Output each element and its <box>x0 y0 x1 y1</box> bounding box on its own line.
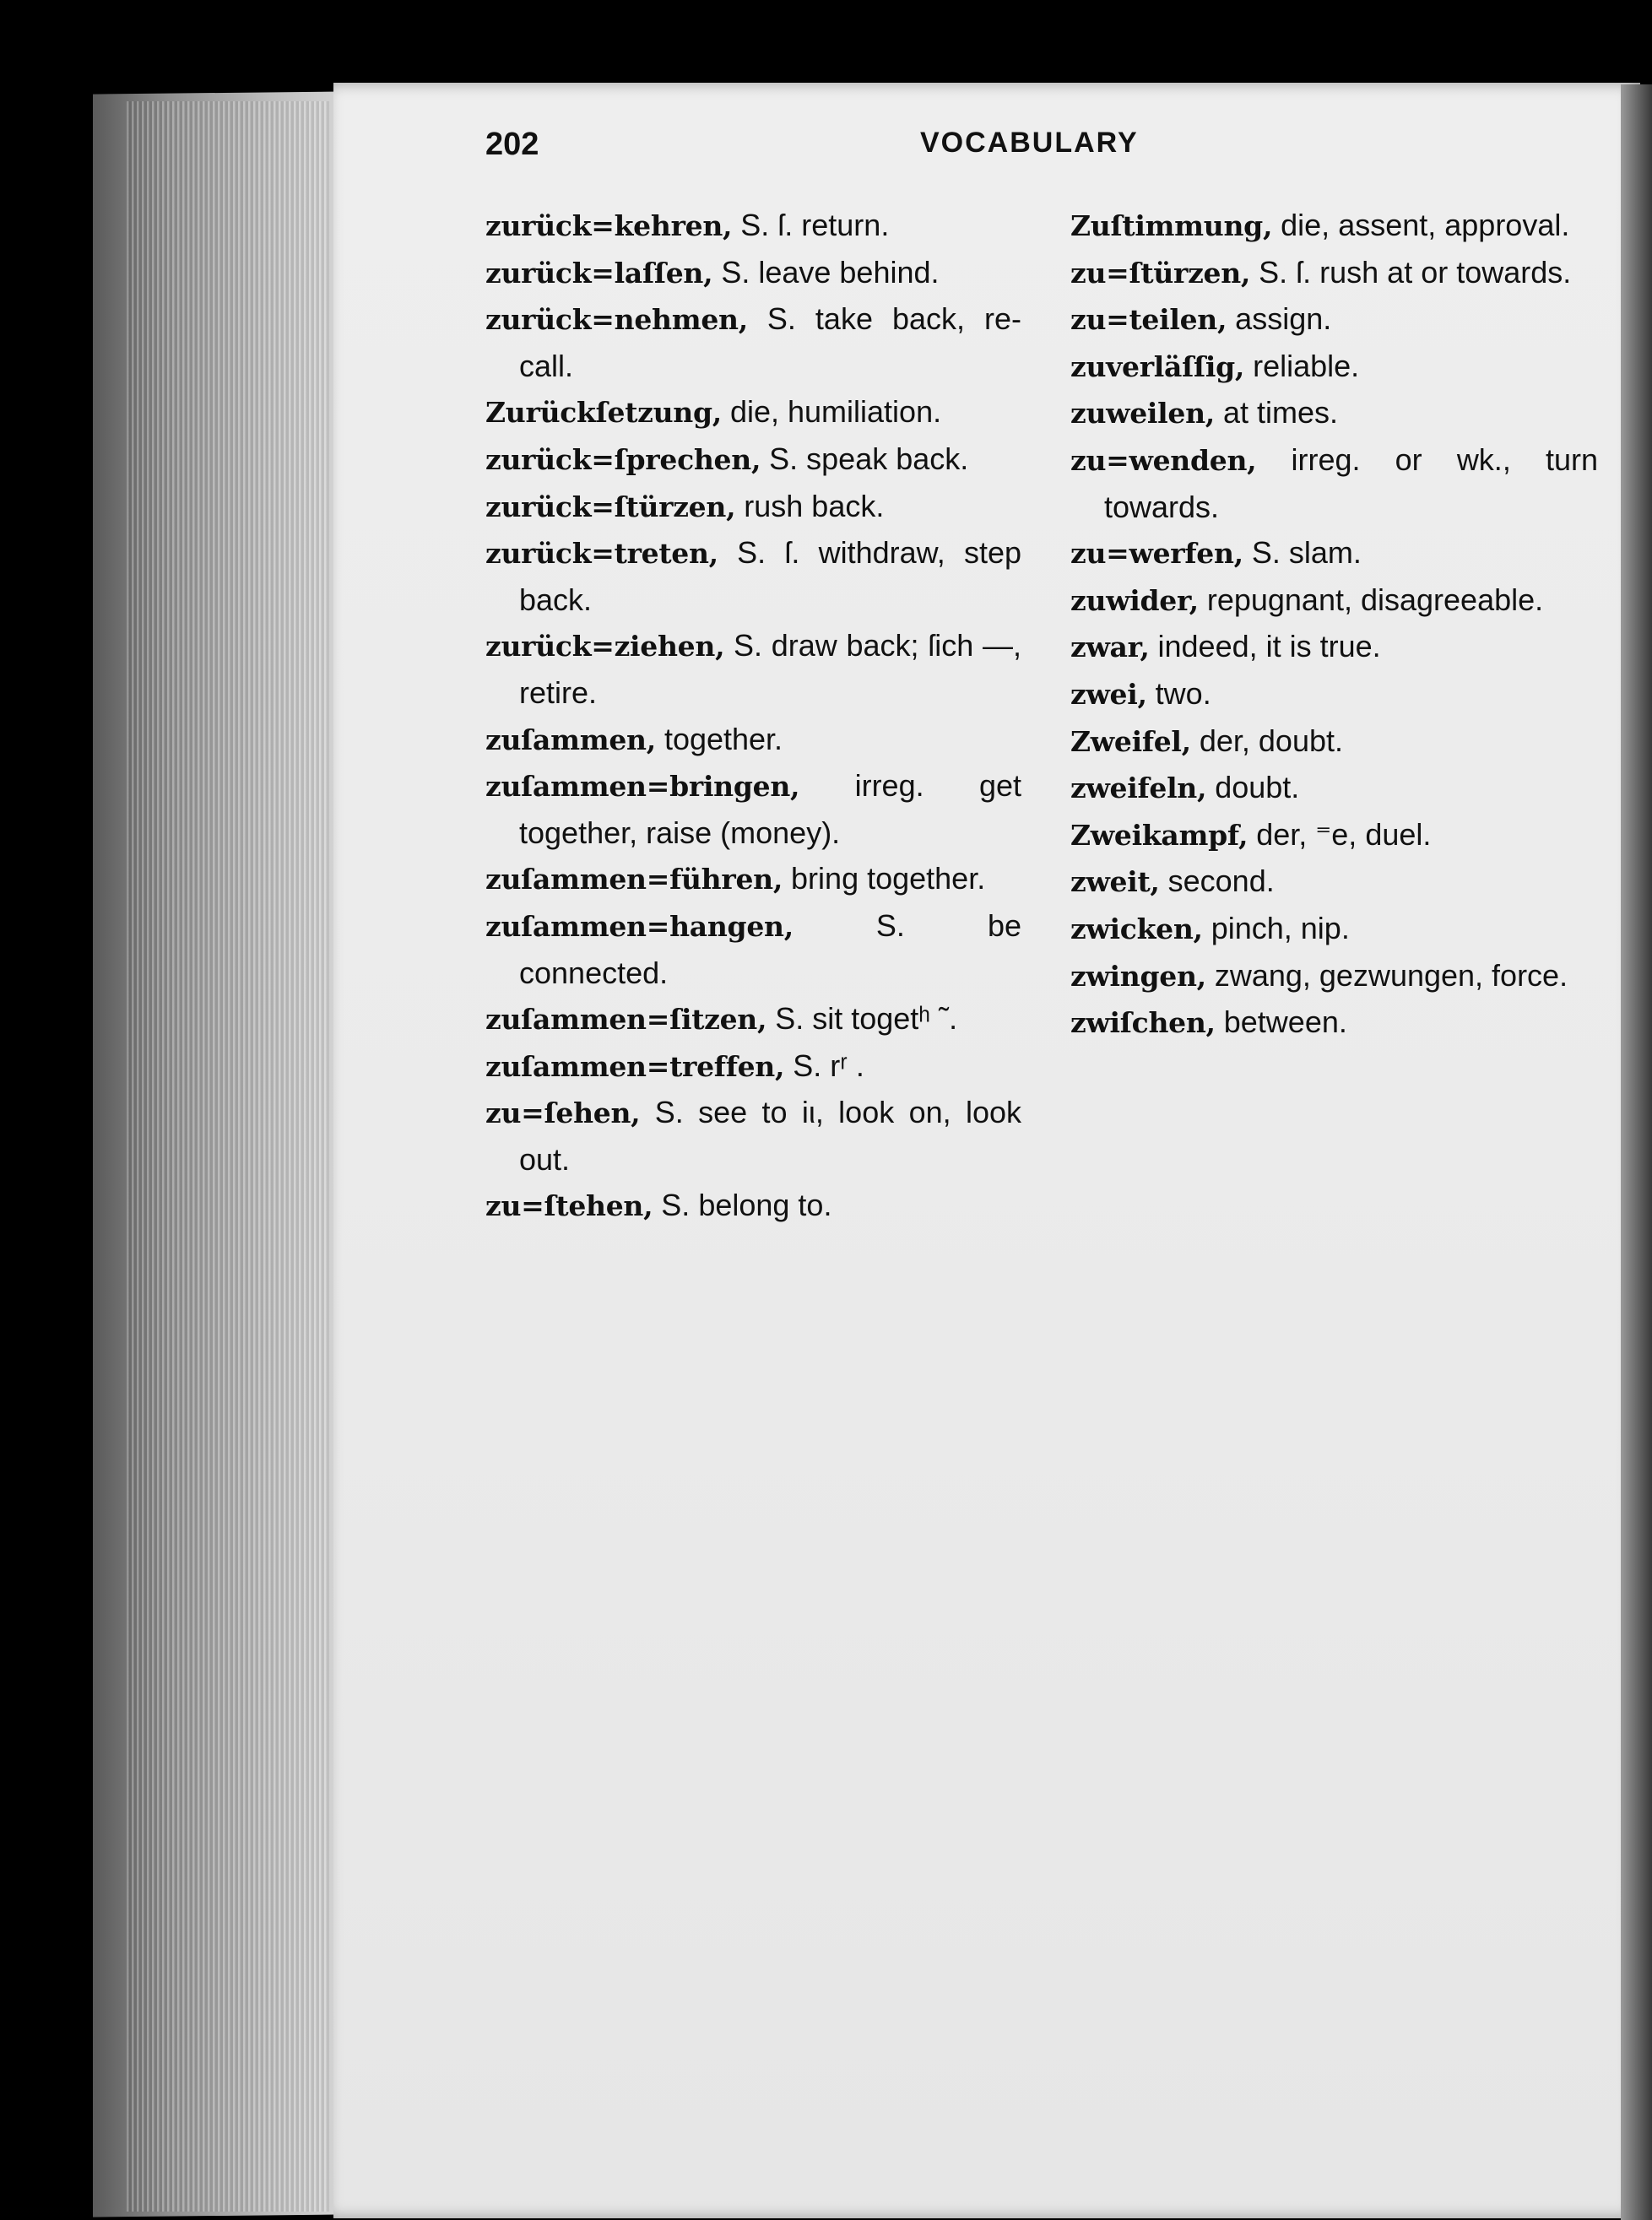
entry-headword: Zweikampf, <box>1070 818 1248 852</box>
entry-definition: bring together. <box>783 861 986 896</box>
entry-definition: assign. <box>1227 301 1332 337</box>
entry-definition: at times. <box>1215 395 1339 430</box>
entry-definition: die, humiliation. <box>721 394 942 430</box>
entry-definition: between. <box>1215 1004 1347 1040</box>
entry-headword: zuverläſſig, <box>1070 349 1245 383</box>
entry-headword: zuſammen, <box>485 723 656 756</box>
vocab-entry <box>485 484 1021 531</box>
entry-headword: zweit, <box>1070 865 1160 899</box>
entry-headword: zuwider, <box>1070 583 1199 617</box>
entry-definition: S. leave behind. <box>712 254 940 290</box>
entry-headword: zuweilen, <box>1070 397 1215 430</box>
vocab-entry <box>485 1043 1021 1091</box>
entry-headword: zu=werfen, <box>1070 537 1243 571</box>
vocab-entry <box>1070 437 1598 530</box>
entry-headword: Zweifel, <box>1070 724 1191 758</box>
vocab-entry <box>485 717 1021 764</box>
entry-headword: zwingen, <box>1070 959 1206 993</box>
entry-headword: zuſammen=ſitzen, <box>485 1003 767 1037</box>
entry-definition: S. see to iι, look on, look out. <box>519 1095 1021 1177</box>
entry-headword: zwar, <box>1070 631 1150 664</box>
vocab-entry <box>485 623 1021 716</box>
entry-definition: die, assent, approval. <box>1272 208 1570 242</box>
entry-definition: second. <box>1159 864 1275 899</box>
vocab-entry <box>1070 718 1598 766</box>
entry-definition: doubt. <box>1206 770 1300 805</box>
entry-definition: rush back. <box>735 488 885 523</box>
entry-definition: S. rʳ . <box>784 1048 864 1083</box>
vocab-entry <box>1070 344 1598 391</box>
entry-headword: zwiſchen, <box>1070 1006 1216 1040</box>
vocab-entry <box>485 996 1021 1043</box>
entry-headword: zu=teilen, <box>1070 303 1227 337</box>
vocab-entry <box>1070 250 1598 297</box>
running-head: VOCABULARY <box>920 127 1139 159</box>
entry-definition: der, doubt. <box>1190 723 1343 758</box>
vocab-entry <box>1070 624 1598 671</box>
entry-definition: S. speak back. <box>761 441 969 476</box>
vocab-entry <box>1070 858 1598 906</box>
entry-headword: zu=ſehen, <box>485 1096 641 1130</box>
entry-headword: zurück=ſtürzen, <box>485 490 736 523</box>
entry-definition: S. ſ. rush at or towards. <box>1250 254 1572 290</box>
entry-definition: together. <box>655 721 783 756</box>
entry-definition: two. <box>1146 675 1211 711</box>
entry-definition: S. belong to. <box>653 1188 832 1223</box>
vocab-entry <box>485 856 1021 903</box>
entry-definition: der, ⁼e, duel. <box>1248 816 1432 852</box>
entry-definition: zwang, gezwungen, force. <box>1205 957 1568 993</box>
page-number: 202 <box>485 127 539 162</box>
vocab-entry <box>485 296 1021 389</box>
entry-definition: S. slam. <box>1243 535 1362 571</box>
entry-headword: Zurückſetzung, <box>485 396 722 430</box>
vocab-entry <box>1070 671 1598 718</box>
entry-headword: zurück=laſſen, <box>485 256 713 290</box>
vocab-entry <box>485 389 1021 436</box>
entry-headword: zwei, <box>1070 677 1147 711</box>
vocab-entry <box>1070 906 1598 953</box>
entry-headword: zu=ſtürzen, <box>1070 256 1251 290</box>
vocab-entry <box>485 203 1021 250</box>
vocab-entry <box>1070 812 1598 859</box>
entry-definition: irreg. or wk., turn towards. <box>1104 441 1598 524</box>
page-header <box>485 127 1591 169</box>
page-edge-shadow <box>1621 84 1652 2220</box>
entry-headword: zuſammen=führen, <box>485 863 783 896</box>
vocab-entry <box>485 250 1021 297</box>
vocab-entry <box>1070 203 1598 250</box>
entry-headword: zwicken, <box>1070 912 1203 945</box>
vocab-entry <box>1070 390 1598 437</box>
left-column <box>485 203 1021 1230</box>
entry-definition: repugnant, disagreeable. <box>1198 582 1544 617</box>
vocab-entry <box>1070 765 1598 812</box>
entry-headword: zweifeln, <box>1070 772 1207 805</box>
entry-headword: zuſammen=treffen, <box>485 1049 785 1083</box>
entry-definition: indeed, it is true. <box>1149 629 1381 664</box>
vocab-entry <box>1070 530 1598 577</box>
vocab-entry <box>1070 577 1598 625</box>
vocab-entry <box>1070 999 1598 1047</box>
entry-headword: Zuſtimmung, <box>1070 209 1273 242</box>
entry-definition: S. draw back; ſich —, retire. <box>519 628 1021 710</box>
entry-definition: S. ſ. withdraw, step back. <box>519 535 1021 617</box>
entry-headword: zu=wenden, <box>1070 443 1257 477</box>
entry-headword: zu=ſtehen, <box>485 1189 653 1223</box>
vocab-entry <box>485 436 1021 484</box>
entry-definition: S. be connected. <box>519 907 1021 990</box>
entry-headword: zurück=kehren, <box>485 209 733 242</box>
entry-headword: zurück=treten, <box>485 537 718 571</box>
page-stack-lines <box>127 101 329 2212</box>
vocab-entry <box>485 903 1021 996</box>
vocab-entry <box>1070 296 1598 344</box>
vocab-entry <box>485 1090 1021 1183</box>
entry-headword: zurück=nehmen, <box>485 303 748 337</box>
entry-definition: S. sit togetʰ ˜. <box>766 1001 958 1037</box>
entry-headword: zurück=ziehen, <box>485 630 725 663</box>
vocab-entry <box>485 1183 1021 1230</box>
entry-headword: zuſammen=hangen, <box>485 909 794 943</box>
vocab-entry <box>485 530 1021 623</box>
entry-headword: zurück=ſprechen, <box>485 442 761 476</box>
entry-definition: irreg. get together, raise (money). <box>519 768 1021 850</box>
right-column <box>1070 203 1598 1047</box>
entry-definition: reliable. <box>1244 348 1360 383</box>
entry-definition: S. ſ. return. <box>732 208 890 242</box>
vocab-entry <box>1070 953 1598 1000</box>
vocab-entry <box>485 763 1021 856</box>
entry-headword: zuſammen=bringen, <box>485 770 800 804</box>
entry-definition: S. take back, re-call. <box>519 301 1021 383</box>
entry-definition: pinch, nip. <box>1202 910 1350 945</box>
